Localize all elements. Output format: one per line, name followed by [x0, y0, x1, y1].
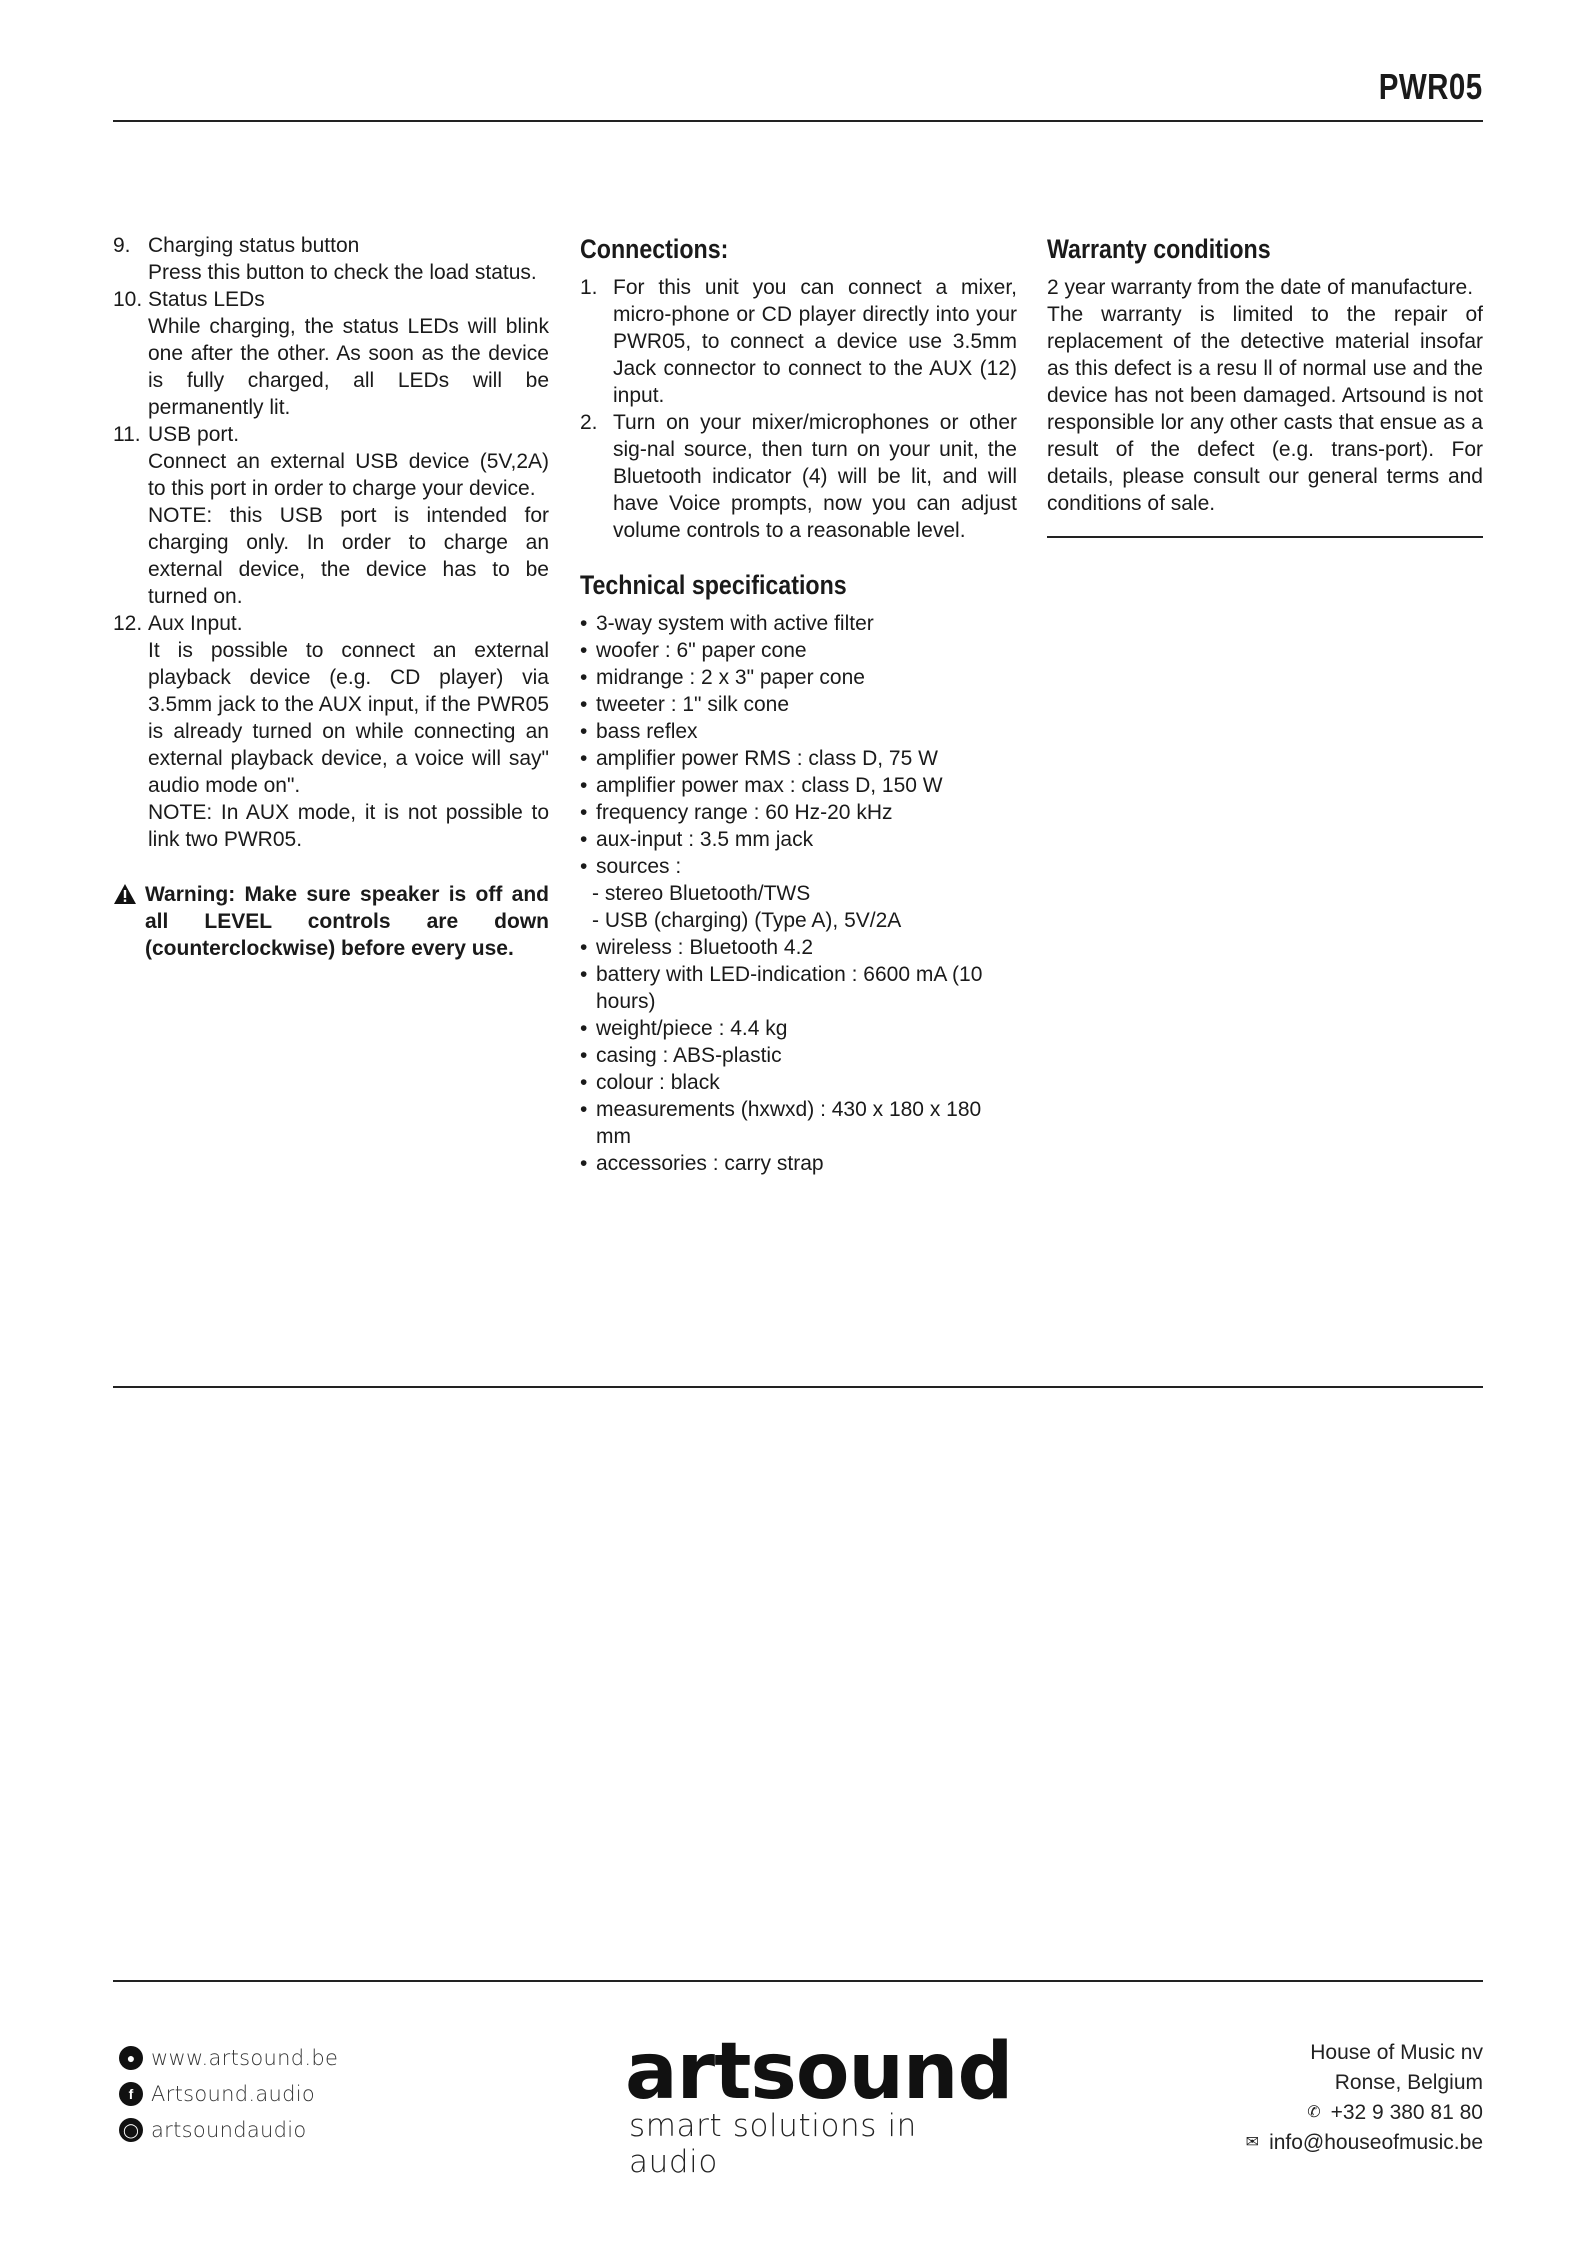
- item-number: 9.: [113, 234, 131, 257]
- spec-item: • casing : ABS-plastic: [580, 1042, 1017, 1069]
- spec-item: • accessories : carry strap: [580, 1150, 1017, 1177]
- feature-list: [113, 232, 549, 853]
- website-link[interactable]: [119, 2040, 338, 2076]
- content-divider: [113, 1386, 1483, 1388]
- spec-item: • frequency range : 60 Hz-20 kHz: [580, 799, 1017, 826]
- item-number: 2.: [580, 411, 598, 434]
- item-title: Charging status button: [148, 234, 360, 257]
- phone-number: +32 9 380 81 80: [1330, 2101, 1483, 2124]
- warranty-divider: [1047, 536, 1483, 538]
- connections-title: Connections:: [580, 234, 729, 264]
- artsound-logo: [625, 2027, 1013, 2180]
- spec-item: • wireless : Bluetooth 4.2: [580, 934, 1017, 961]
- warranty-text: [1047, 274, 1483, 517]
- warning-block: [113, 881, 549, 962]
- spec-item: • sources :: [580, 853, 1017, 880]
- spec-item: • measurements (hxwxd) : 430 x 180 x 180 mm: [580, 1096, 1017, 1150]
- logo-wordmark: artsound: [625, 2027, 1013, 2117]
- item-note: NOTE: In AUX mode, it is not possible to link two PWR05.: [148, 801, 549, 851]
- instagram-label: artsoundaudio: [151, 2118, 307, 2142]
- spec-subitem: - stereo Bluetooth/TWS: [592, 882, 811, 905]
- list-item: [113, 232, 549, 286]
- email-row: [1246, 2128, 1483, 2158]
- list-item: [113, 421, 549, 610]
- item-number: 1.: [580, 276, 598, 299]
- list-item: [580, 409, 1017, 544]
- item-text: It is possible to connect an external playback device (e.g. CD player) via 3.5mm jack to the AUX input, if the PWR05 is already turned on while connecting an external playback device, a voice will say" audio mode on".: [148, 639, 549, 797]
- warranty-line: 2 year warranty from the date of manufacture.: [1047, 276, 1474, 299]
- globe-icon: ●: [119, 2046, 143, 2070]
- specs-list-continued: [580, 934, 1017, 1177]
- left-column: [113, 232, 549, 962]
- spec-item: • amplifier power max : class D, 150 W: [580, 772, 1017, 799]
- item-number: 12.: [113, 612, 143, 635]
- specs-list: [580, 610, 1017, 880]
- item-number: 10.: [113, 288, 143, 311]
- social-links: [119, 2040, 338, 2148]
- right-column: [1047, 232, 1483, 517]
- item-title: USB port.: [148, 423, 240, 446]
- header-divider: [113, 120, 1483, 122]
- item-text: Press this button to check the load status.: [148, 261, 537, 284]
- phone-row: [1246, 2098, 1483, 2128]
- instagram-icon: ◯: [119, 2118, 143, 2142]
- website-label: www.artsound.be: [151, 2046, 339, 2070]
- spec-item: • 3-way system with active filter: [580, 610, 1017, 637]
- facebook-icon: f: [119, 2082, 143, 2106]
- warning-triangle-icon: [113, 883, 137, 905]
- warranty-title: Warranty conditions: [1047, 234, 1271, 264]
- spec-item: • weight/piece : 4.4 kg: [580, 1015, 1017, 1042]
- instagram-link[interactable]: [119, 2112, 338, 2148]
- spec-item: • aux-input : 3.5 mm jack: [580, 826, 1017, 853]
- company-location: Ronse, Belgium: [1334, 2071, 1483, 2094]
- company-name: House of Music nv: [1310, 2041, 1483, 2064]
- footer-divider: [113, 1980, 1483, 1982]
- warning-text: Warning: Make sure speaker is off and all LEVEL controls are down (counterclockwise) before every use.: [145, 883, 549, 960]
- company-contact: [1246, 2038, 1483, 2158]
- sources-sublist: [580, 880, 1017, 934]
- list-item: [580, 274, 1017, 409]
- model-code: PWR05: [1379, 66, 1483, 107]
- warranty-body: The warranty is limited to the repair of replacement of the detective material insofar as this defect is a resu ll of normal use and the device has not been damaged. Artsound is not responsible lor any other casts that ensue as a result of the defect (e.g. trans-port). For details, please consult our general terms and conditions of sale.: [1047, 303, 1483, 515]
- item-note: NOTE: this USB port is intended for charging only. In order to charge an external device, the device has to be turned on.: [148, 504, 549, 608]
- email-address[interactable]: info@houseofmusic.be: [1269, 2131, 1483, 2154]
- spec-item: • colour : black: [580, 1069, 1017, 1096]
- item-title: Aux Input.: [148, 612, 243, 635]
- facebook-label: Artsound.audio: [151, 2082, 316, 2106]
- list-item: [113, 610, 549, 853]
- spec-item: • amplifier power RMS : class D, 75 W: [580, 745, 1017, 772]
- item-title: Status LEDs: [148, 288, 265, 311]
- spec-item: • tweeter : 1" silk cone: [580, 691, 1017, 718]
- item-text: For this unit you can connect a mixer, micro-phone or CD player directly into your PWR05, to connect a device use 3.5mm Jack connector to connect to the AUX (12) input.: [613, 276, 1017, 407]
- connections-list: [580, 274, 1017, 544]
- list-item: [113, 286, 549, 421]
- item-text: While charging, the status LEDs will blink one after the other. As soon as the device is fully charged, all LEDs will be permanently lit.: [148, 315, 549, 419]
- spec-item: • midrange : 2 x 3" paper cone: [580, 664, 1017, 691]
- facebook-link[interactable]: [119, 2076, 338, 2112]
- phone-icon: ✆: [1307, 2104, 1321, 2121]
- spec-item: • bass reflex: [580, 718, 1017, 745]
- item-number: 11.: [113, 423, 141, 446]
- logo-tagline: smart solutions in audio: [629, 2108, 917, 2180]
- specs-title: Technical specifications: [580, 570, 847, 600]
- spec-subitem: - USB (charging) (Type A), 5V/2A: [592, 909, 902, 932]
- item-text: Turn on your mixer/microphones or other sig-nal source, then turn on your unit, the Bluetooth indicator (4) will be lit, and will have Voice prompts, now you can adjust volume controls to a reasonable level.: [613, 411, 1017, 542]
- email-icon: ✉: [1245, 2134, 1260, 2151]
- spec-item: • woofer : 6" paper cone: [580, 637, 1017, 664]
- item-text: Connect an external USB device (5V,2A) to this port in order to charge your device.: [148, 450, 549, 500]
- spec-item: • battery with LED-indication : 6600 mA (10 hours): [580, 961, 1017, 1015]
- middle-column: [580, 232, 1017, 1177]
